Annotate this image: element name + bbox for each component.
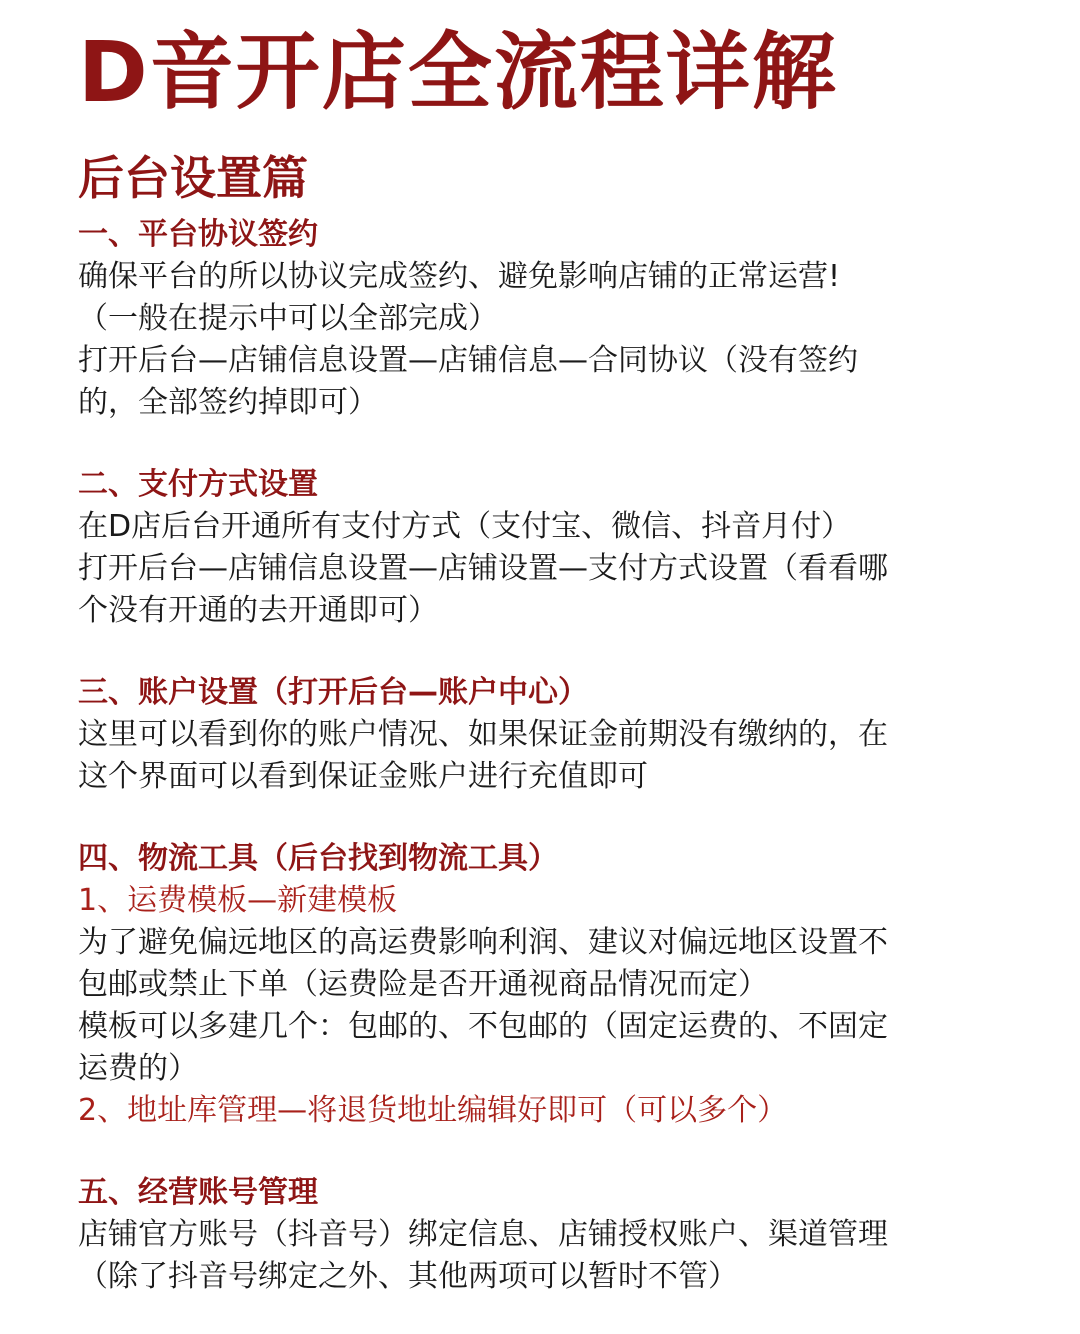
section-payment — [78, 464, 1020, 632]
body-line: 模板可以多建几个：包邮的、不包邮的（固定运费的、不固定 — [78, 1009, 888, 1044]
body-line: （除了抖音号绑定之外、其他两项可以暂时不管） — [78, 1259, 738, 1294]
body-line: 店铺官方账号（抖音号）绑定信息、店铺授权账户、渠道管理 — [78, 1217, 888, 1252]
section-business-accounts — [78, 1172, 1020, 1298]
section-account — [78, 672, 1020, 798]
body-line: 运费的） — [78, 1051, 198, 1086]
body-line: 个没有开通的去开通即可） — [78, 593, 438, 628]
body-line: 打开后台—店铺信息设置—店铺信息—合同协议（没有签约 — [78, 343, 858, 378]
section-heading: 二、支付方式设置 — [78, 467, 318, 502]
section-heading: 五、经营账号管理 — [78, 1175, 318, 1210]
body-line: 在D店后台开通所有支付方式（支付宝、微信、抖音月付） — [78, 509, 852, 544]
body-line: 包邮或禁止下单（运费险是否开通视商品情况而定） — [78, 967, 768, 1002]
body-line: （一般在提示中可以全部完成） — [78, 301, 498, 336]
section-heading: 三、账户设置（打开后台—账户中心） — [78, 675, 588, 710]
body-line: 打开后台—店铺信息设置—店铺设置—支付方式设置（看看哪 — [78, 551, 888, 586]
section-logistics — [78, 838, 1020, 1132]
body-line: 为了避免偏远地区的高运费影响利润、建议对偏远地区设置不 — [78, 925, 888, 960]
page-subtitle: 后台设置篇 — [78, 151, 308, 205]
body-line: 确保平台的所以协议完成签约、避免影响店铺的正常运营! — [78, 259, 841, 294]
page-title: D音开店全流程详解 — [78, 23, 838, 121]
body-line: 这个界面可以看到保证金账户进行充值即可 — [78, 759, 648, 794]
section-heading: 一、平台协议签约 — [78, 217, 318, 252]
body-line: 这里可以看到你的账户情况、如果保证金前期没有缴纳的，在 — [78, 717, 888, 752]
subheading-line: 1、运费模板—新建模板 — [78, 883, 398, 918]
subheading-line: 2、地址库管理—将退货地址编辑好即可（可以多个） — [78, 1093, 788, 1128]
body-line: 的，全部签约掉即可） — [78, 385, 378, 420]
section-heading: 四、物流工具（后台找到物流工具） — [78, 841, 558, 876]
section-agreement — [78, 214, 1020, 424]
